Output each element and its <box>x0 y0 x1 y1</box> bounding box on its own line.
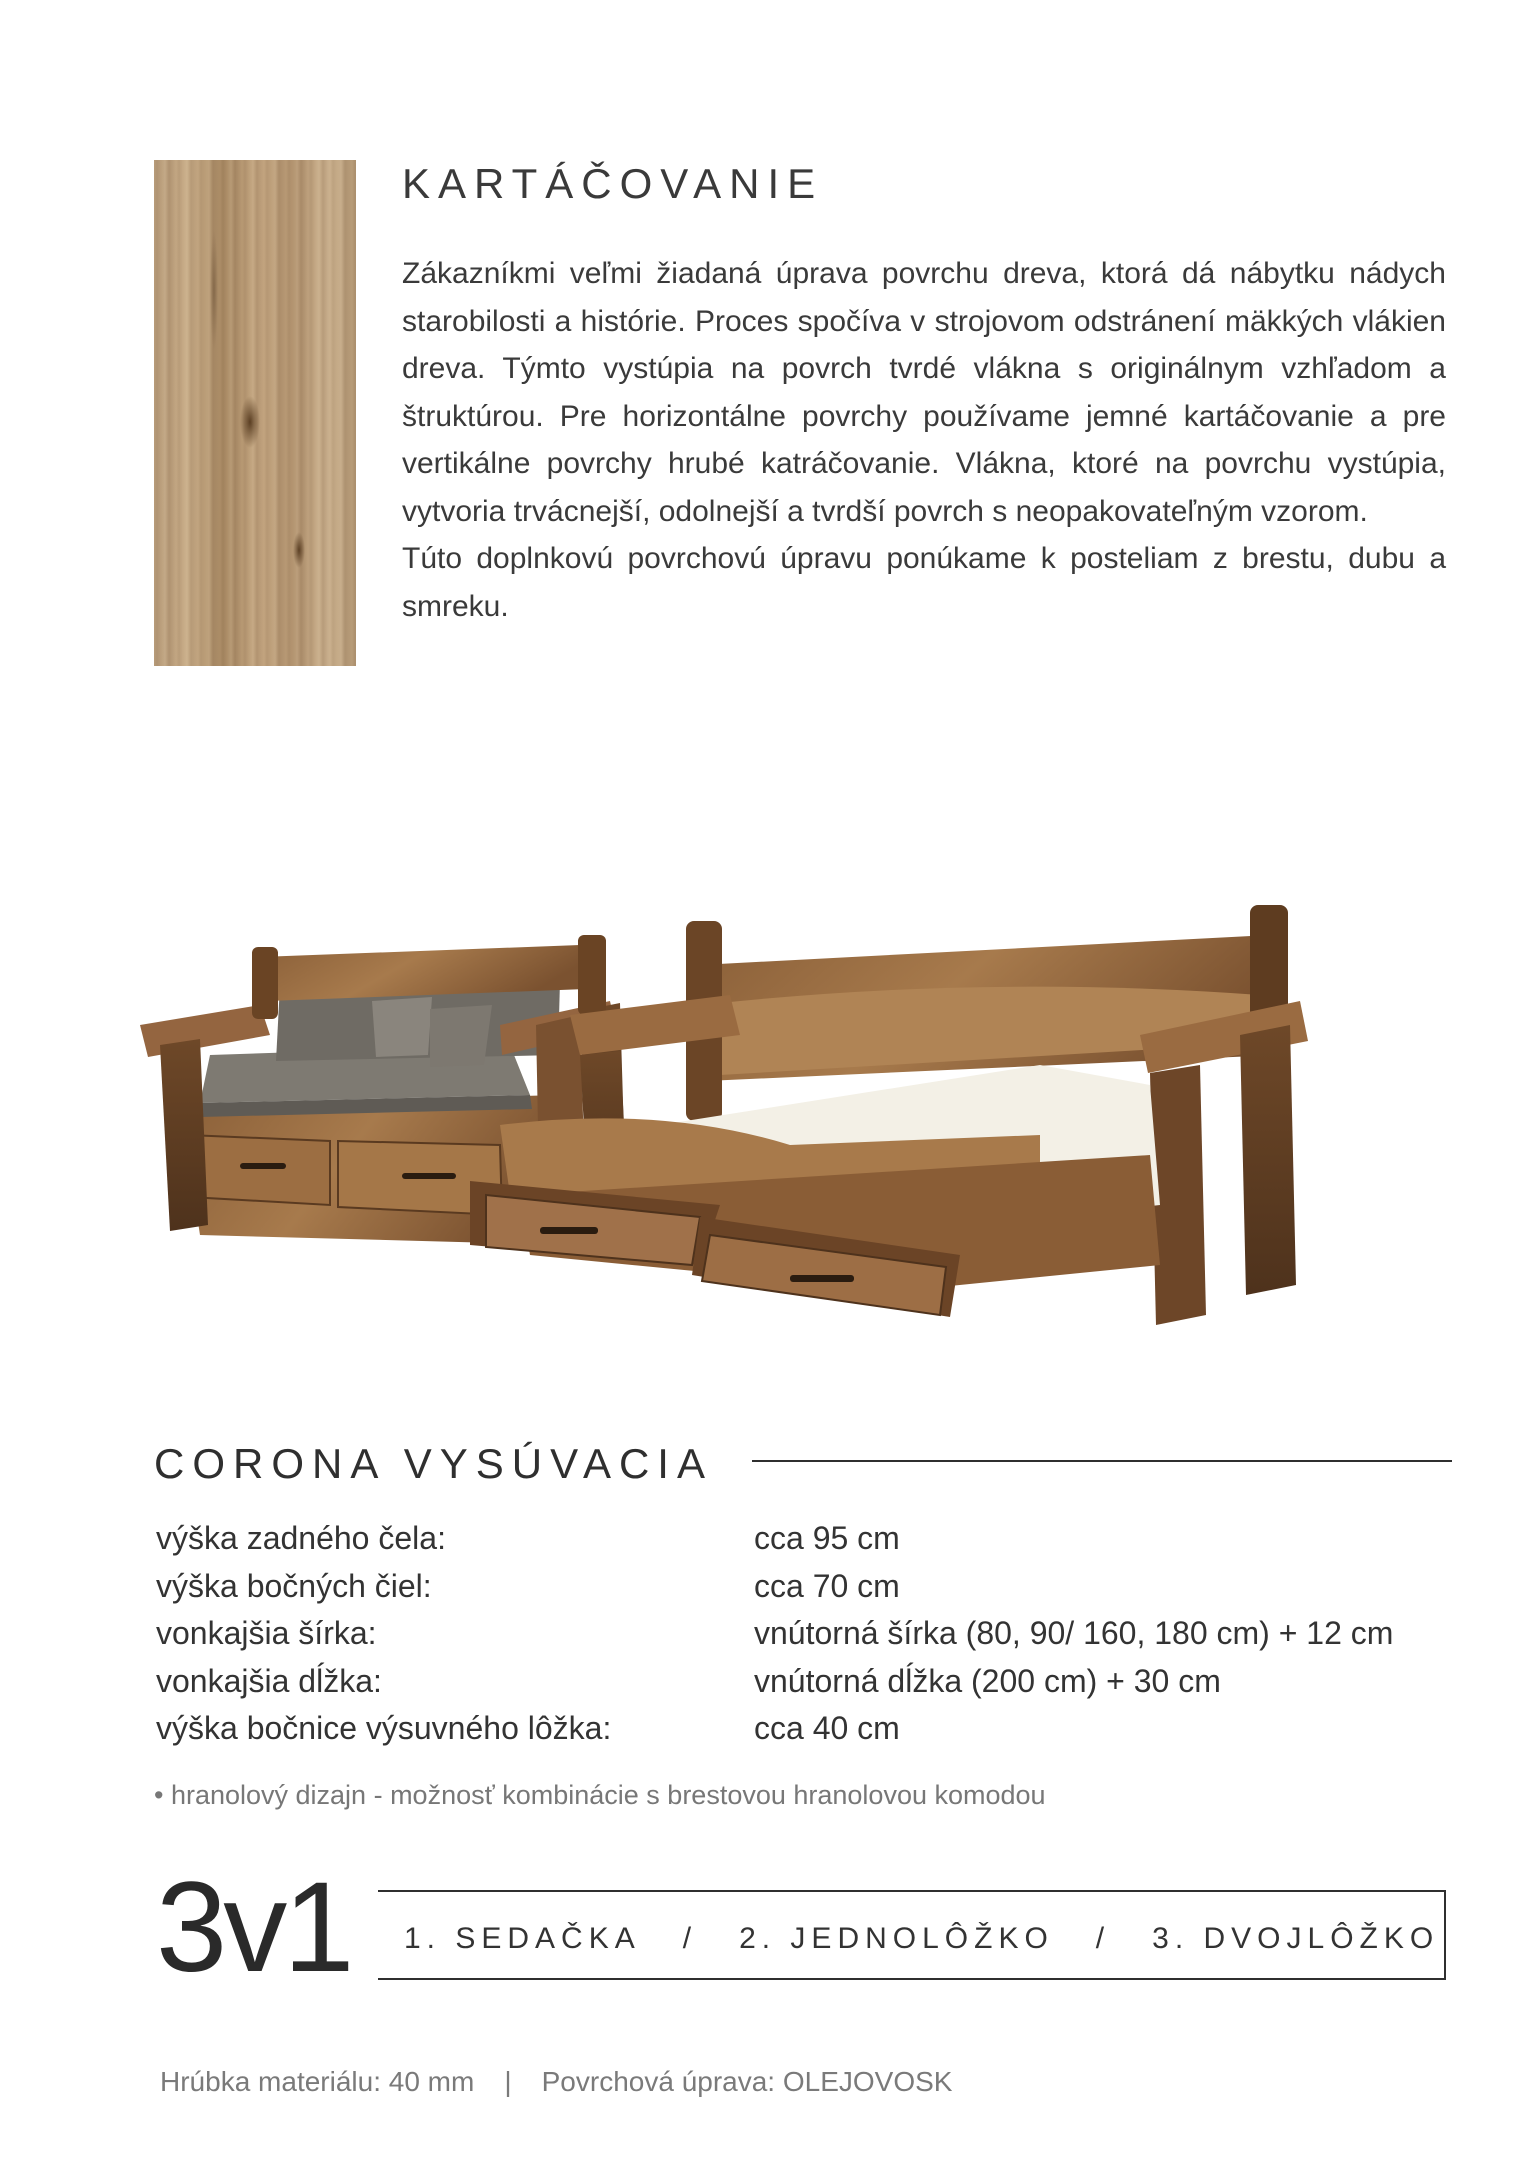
surface-finish: Povrchová úprava: OLEJOVOSK <box>541 2066 953 2097</box>
spec-table <box>156 1520 1476 1758</box>
spec-value: vnútorná dĺžka (200 cm) + 30 cm <box>754 1662 1221 1699</box>
product-title: CORONA VYSÚVACIA <box>154 1440 713 1487</box>
brushing-paragraph-1: Zákazníkmi veľmi žiadaná úprava povrchu dreva, ktorá dá nábytku nádych starobilosti a histórie. Proces spočíva v strojovom odstránení mäkkých vlákien dreva. Týmto vystúpia na povrch tvrdé vlákna s originálnym vzhľadom a štruktúrou. Pre horizontálne povrchy používame jemné kartáčovanie a pre vertikálne povrchy hrubé katráčovanie. Vlákna, ktoré na povrchu vystúpia, vytvoria trvácnejší, odolnejší a tvrdší povrch s neopakovateľným vzorom. <box>402 257 1446 528</box>
mode-sofa: 1. SEDAČKA <box>404 1922 641 1955</box>
spec-row <box>156 1520 1476 1568</box>
modes-list <box>404 1922 1439 1956</box>
footer <box>160 2066 952 2098</box>
spec-label: výška bočnice výsuvného lôžka: <box>156 1710 612 1746</box>
material-thickness: Hrúbka materiálu: 40 mm <box>160 2066 475 2097</box>
brushing-description <box>402 250 1446 630</box>
wood-texture-sample <box>154 160 356 666</box>
spec-label: vonkajšia šírka: <box>156 1615 377 1651</box>
spec-label: vonkajšia dĺžka: <box>156 1662 382 1699</box>
spec-value: cca 95 cm <box>754 1520 900 1556</box>
spec-row <box>156 1568 1476 1616</box>
mode-separator: / <box>1095 1922 1111 1955</box>
spec-row <box>156 1615 1476 1663</box>
furniture-photo <box>140 905 1480 1425</box>
section-title-brushing: KARTÁČOVANIE <box>402 160 824 207</box>
design-note: • hranolový dizajn - možnosť kombinácie s brestovou hranolovou komodou <box>154 1780 1046 1810</box>
spec-value: cca 70 cm <box>754 1567 900 1604</box>
spec-row <box>156 1710 1476 1758</box>
spec-label: výška bočných čiel: <box>156 1567 432 1604</box>
brushing-paragraph-2: Túto doplnkovú povrchovú úpravu ponúkame k posteliam z brestu, dubu a smreku. <box>402 542 1446 623</box>
mode-single-bed: 2. JEDNOLÔŽKO <box>739 1922 1054 1955</box>
spec-value: cca 40 cm <box>754 1710 900 1746</box>
spec-label: výška zadného čela: <box>156 1520 446 1556</box>
title-rule <box>752 1460 1452 1462</box>
spec-value: vnútorná šírka (80, 90/ 160, 180 cm) + 12 cm <box>754 1615 1394 1651</box>
footer-separator: | <box>504 2066 512 2097</box>
mode-double-bed: 3. DVOJLÔŽKO <box>1152 1922 1440 1955</box>
mode-separator: / <box>682 1922 698 1955</box>
spec-row <box>156 1663 1476 1711</box>
three-in-one-label: 3v1 <box>156 1856 351 1999</box>
